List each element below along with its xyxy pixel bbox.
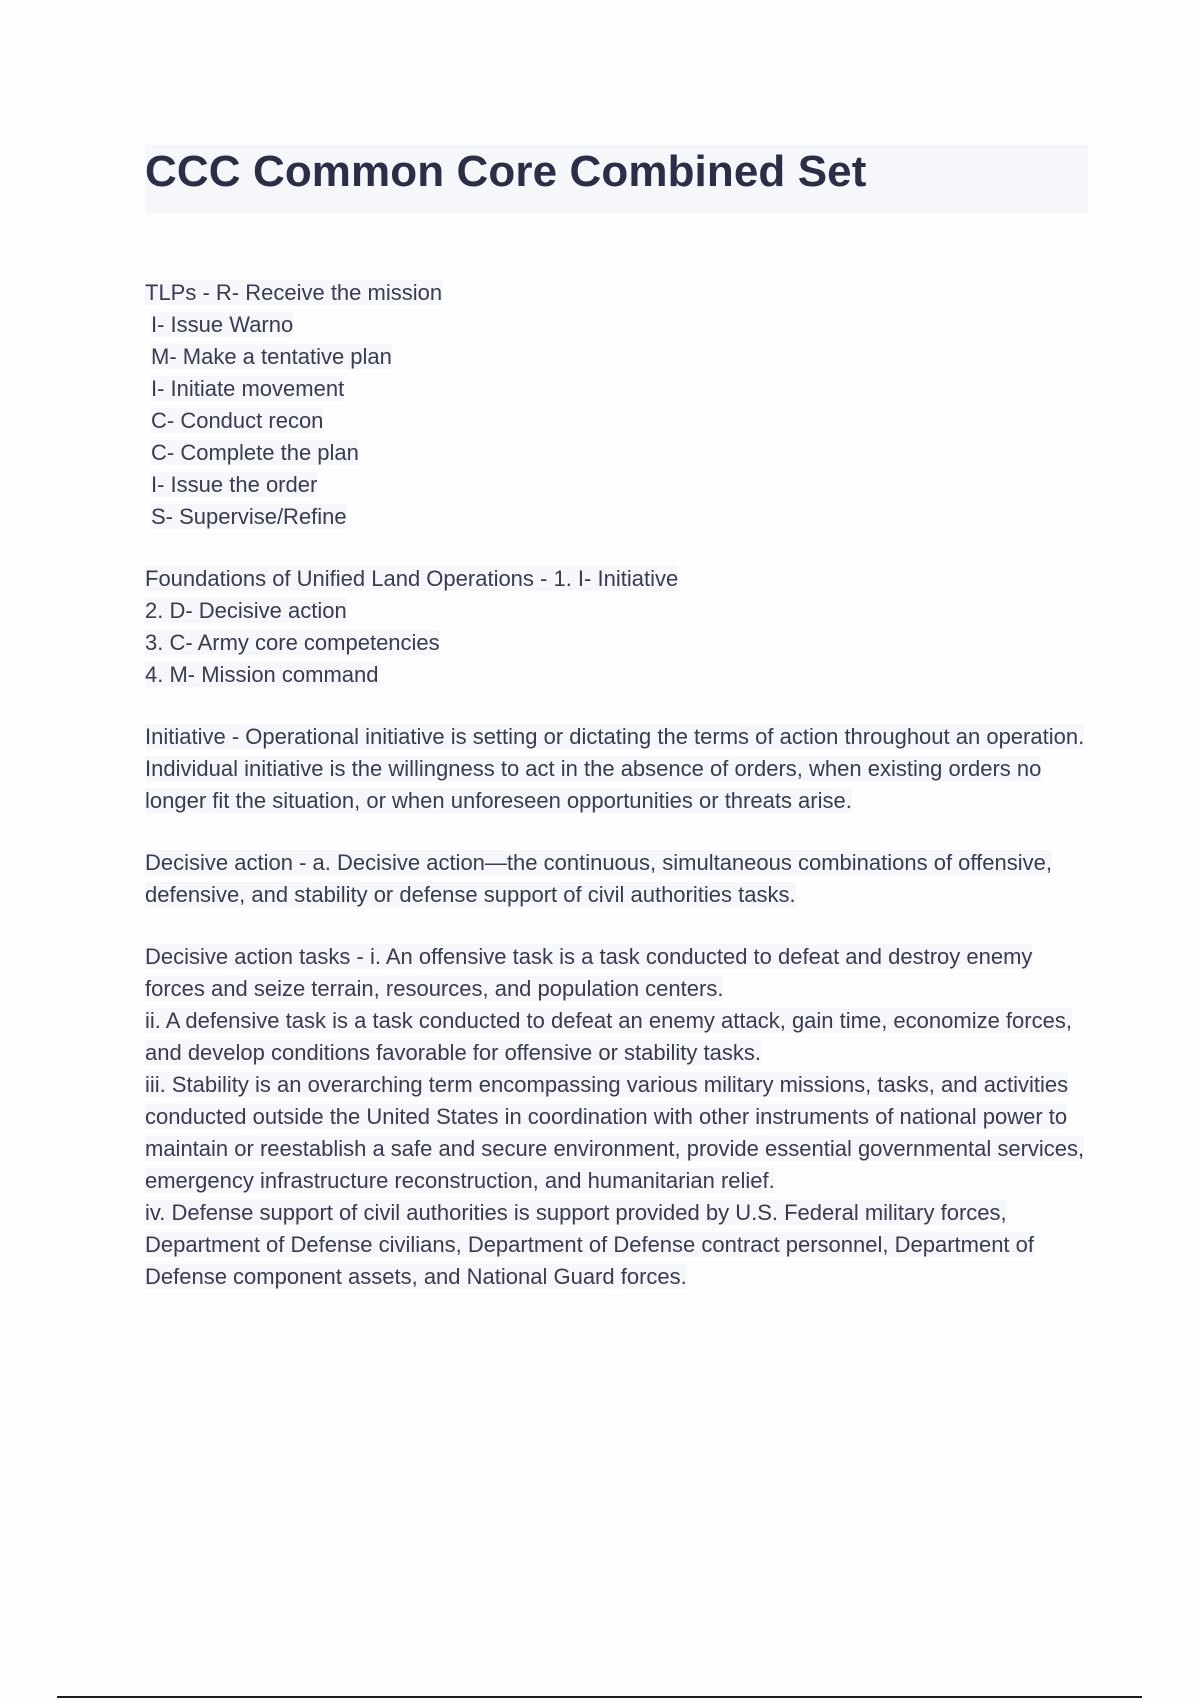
task-paragraph: Decisive action tasks - i. An offensive task is a task conducted to defeat and destroy enemy forces and seize terrain, resources, and population centers. (145, 944, 1033, 1001)
initiative-paragraph: Initiative - Operational initiative is setting or dictating the terms of action throughout an operation. Individual initiative is the willingness to act in the absence of orders, when existing orders no longer fit the situation, or when unforeseen opportunities or threats arise. (145, 724, 1085, 813)
tlps-line: C- Complete the plan (151, 440, 359, 465)
decisive-action-tasks-section (145, 941, 1090, 1293)
foundations-line: 3. C- Army core competencies (145, 630, 440, 655)
tlps-line: I- Issue the order (151, 472, 318, 497)
footer-divider (57, 1696, 1142, 1698)
decisive-action-section (145, 847, 1090, 911)
foundations-line: Foundations of Unified Land Operations - 1. I- Initiative (145, 566, 679, 591)
tlps-line: TLPs - R- Receive the mission (145, 280, 443, 305)
tlps-section (145, 277, 1090, 533)
tlps-line: M- Make a tentative plan (151, 344, 392, 369)
tlps-line: I- Issue Warno (151, 312, 294, 337)
tlps-line: I- Initiate movement (151, 376, 345, 401)
task-paragraph: ii. A defensive task is a task conducted to defeat an enemy attack, gain time, economize forces, and develop conditions favorable for offensive or stability tasks. (145, 1008, 1072, 1065)
task-paragraph: iv. Defense support of civil authorities is support provided by U.S. Federal military forces, Department of Defense civilians, Department of Defense contract personnel, Department of Defense component assets, and National Guard forces. (145, 1200, 1035, 1289)
foundations-line: 4. M- Mission command (145, 662, 379, 687)
page-title: CCC Common Core Combined Set (145, 147, 867, 196)
foundations-line: 2. D- Decisive action (145, 598, 347, 623)
document-body (145, 277, 1090, 1323)
tlps-line: S- Supervise/Refine (151, 504, 347, 529)
decisive-action-paragraph: Decisive action - a. Decisive action—the continuous, simultaneous combinations of offensive, defensive, and stability or defense support of civil authorities tasks. (145, 850, 1052, 907)
task-paragraph: iii. Stability is an overarching term encompassing various military missions, tasks, and activities conducted outside the United States in coordination with other instruments of national power to maintain or reestablish a safe and secure environment, provide essential governmental services, emergency infrastructure reconstruction, and humanitarian relief. (145, 1072, 1085, 1193)
foundations-section (145, 563, 1090, 691)
initiative-section (145, 721, 1090, 817)
tlps-line: C- Conduct recon (151, 408, 324, 433)
